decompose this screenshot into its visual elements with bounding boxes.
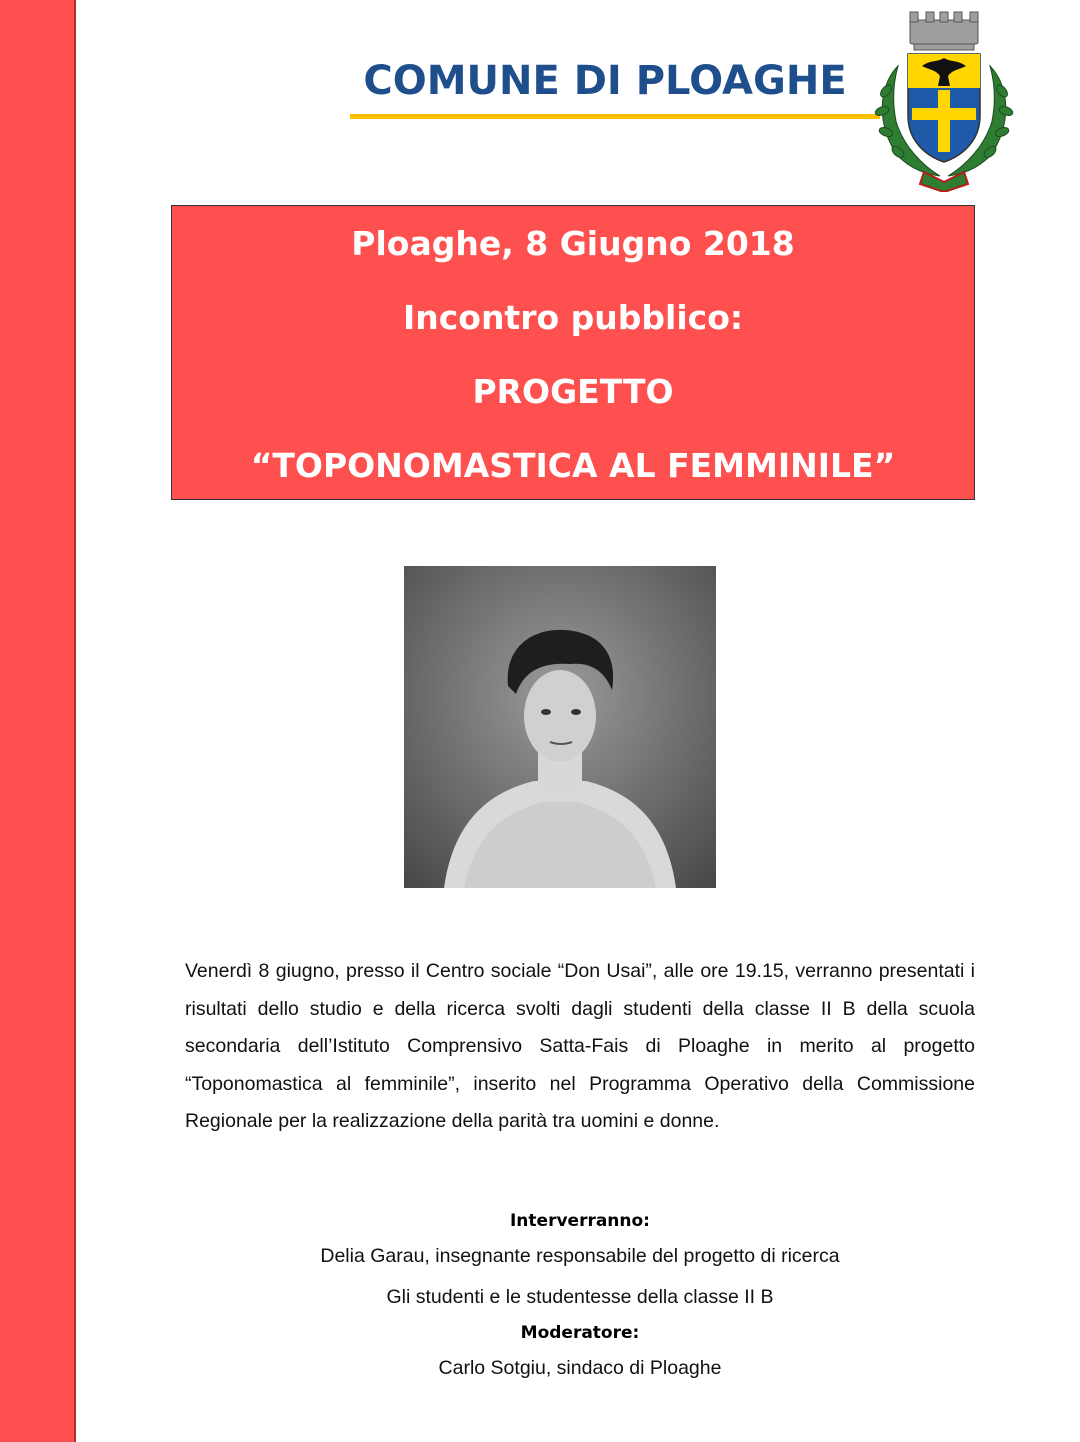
moderator-heading: Moderatore: xyxy=(520,1323,640,1343)
project-title: “TOPONOMASTICA AL FEMMINILE” xyxy=(250,446,896,485)
moderator-line: Carlo Sotgiu, sindaco di Ploaghe xyxy=(438,1357,722,1379)
event-description: Venerdì 8 giugno, presso il Centro sociale “Don Usai”, alle ore 19.15, verranno presentati i risultati dello studio e della ricerca svolti dagli studenti della classe II B della scuola secondaria dell’Istituto Comprensivo Satta-Fais di Ploaghe in merito al progetto “Toponomastica al femminile”, inserito nel Programma Operativo della Commissione Regionale per la realizzazione della parità tra uomini e donne. xyxy=(185,960,975,1132)
coat-of-arms-icon xyxy=(868,6,1020,192)
left-red-sidebar xyxy=(0,0,76,1442)
project-label: PROGETTO xyxy=(472,372,674,411)
event-type: Incontro pubblico: xyxy=(402,298,744,337)
speaker-line: Delia Garau, insegnante responsabile del progetto di ricerca xyxy=(320,1245,840,1267)
portrait-photo xyxy=(404,566,716,888)
event-banner xyxy=(171,205,975,500)
title-underline xyxy=(350,114,880,119)
speakers-section xyxy=(185,1206,975,1389)
speaker-line: Gli studenti e le studentesse della classe II B xyxy=(386,1286,774,1308)
page-title: COMUNE DI PLOAGHE xyxy=(363,58,847,104)
event-date: Ploaghe, 8 Giugno 2018 xyxy=(351,224,795,263)
speakers-heading: Interverranno: xyxy=(509,1211,650,1231)
